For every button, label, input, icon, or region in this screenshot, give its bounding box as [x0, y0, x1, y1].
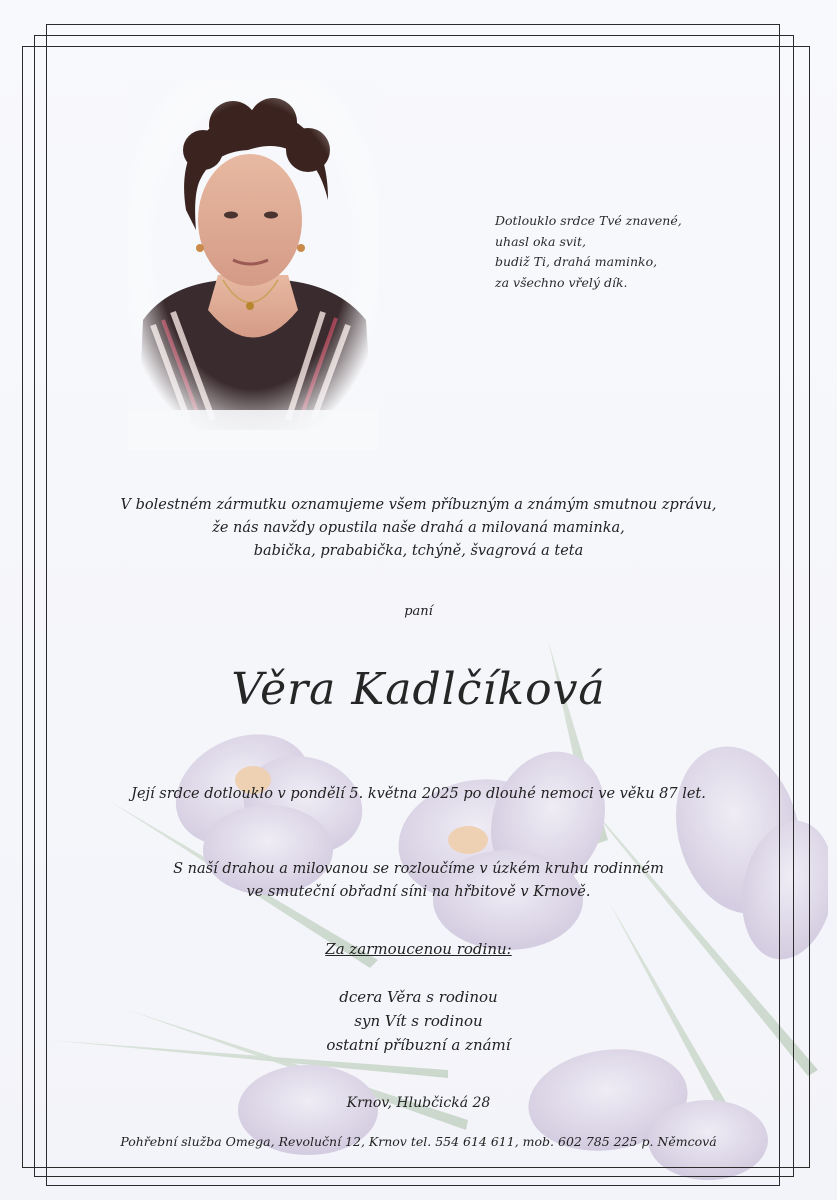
mourner-line: ostatní příbuzní a známí	[326, 1036, 511, 1054]
funeral-service-footer: Pohřební služba Omega, Revoluční 12, Krnov tel. 554 614 611, mob. 602 785 225 p. Němcová	[120, 1134, 717, 1149]
farewell-line: S naší drahou a milovanou se rozloučíme v úzkém kruhu rodinném	[173, 861, 664, 877]
address: Krnov, Hlubčická 28	[346, 1095, 491, 1111]
portrait-photo	[128, 80, 378, 450]
poem-line: Dotlouklo srdce Tvé znavené,	[495, 213, 682, 228]
announcement-line: že nás navždy opustila naše drahá a milovaná maminka,	[212, 520, 625, 536]
announcement-line: babička, prababička, tchýně, švagrová a teta	[253, 543, 584, 559]
poem-line: budiž Ti, drahá maminko,	[495, 254, 658, 269]
announcement	[0, 494, 837, 563]
poem-line: uhasl oka svit,	[495, 233, 586, 249]
announcement-line: V bolestném zármutku oznamujeme všem příbuzným a známým smutnou zprávu,	[120, 497, 717, 513]
mourner-line: dcera Věra s rodinou	[339, 988, 498, 1006]
mourners-list	[0, 985, 837, 1057]
farewell-info	[0, 858, 837, 904]
mourner-line: syn Vít s rodinou	[354, 1012, 483, 1030]
farewell-line: ve smuteční obřadní síni na hřbitově v Krnově.	[246, 884, 591, 900]
deceased-name: Věra Kadlčíková	[231, 664, 606, 715]
mourners-heading: Za zarmoucenou rodinu:	[325, 940, 512, 958]
title-word: paní	[404, 604, 433, 619]
death-notice: Její srdce dotlouklo v pondělí 5. května 2025 po dlouhé nemoci ve věku 87 let.	[131, 786, 706, 802]
poem	[495, 211, 715, 293]
poem-line: za všechno vřelý dík.	[495, 274, 628, 290]
